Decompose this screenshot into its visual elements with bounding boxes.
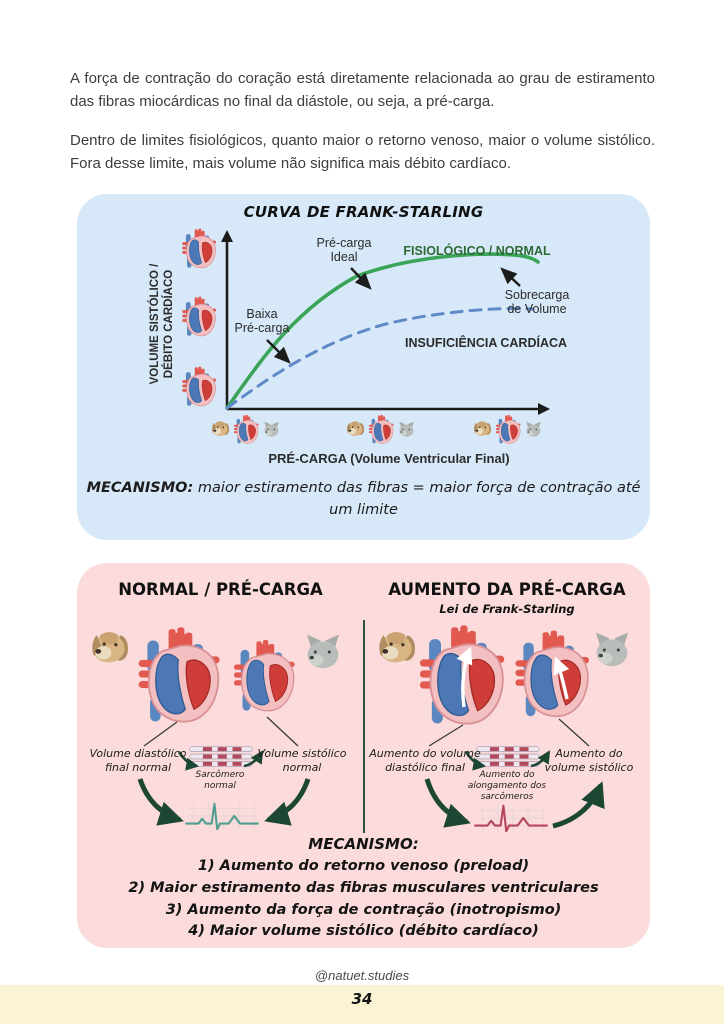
normal-preload-illustration (84, 619, 356, 837)
animal-group-small (212, 415, 279, 444)
mechanism-text: maior estiramento das fibras = maior força de contração até um limite (193, 480, 641, 519)
heart-increased-systole-icon (515, 631, 589, 717)
label-systolic-normal: Volume sistólico normal (257, 747, 347, 774)
mechanism-item-4: 4) Maior volume sistólico (débito cardíaco) (188, 923, 539, 940)
dog-icon (474, 421, 491, 435)
cat-icon (596, 633, 628, 667)
increased-preload-art (371, 619, 643, 837)
intro-paragraph-2: Dentro de limites fisiológicos, quanto maior o retorno venoso, maior o volume sistólico. Fora desse limite, mais volume não significa mais débito cardíaco. (70, 132, 655, 172)
cat-icon (399, 422, 414, 437)
label-sarcomere-increased: Aumento do alongamento dos sarcômeros (467, 770, 547, 802)
annotation-baixa-precarga (235, 307, 290, 362)
svg-text:Ideal: Ideal (330, 250, 358, 264)
annotation-sobrecarga (502, 269, 569, 316)
mechanism-item-2: 2) Maior estiramento das fibras musculares ventriculares (128, 879, 599, 896)
preload-mechanism (77, 835, 650, 943)
frank-starling-law-subtitle: Lei de Frank-Starling (439, 602, 575, 616)
normal-preload-title: NORMAL / PRÉ-CARGA (118, 580, 323, 599)
label-insuficiencia-cardiaca: INSUFICIÊNCIA CARDÍACA (405, 336, 568, 350)
svg-text:de Volume: de Volume (507, 302, 567, 316)
page-number: 34 (351, 990, 373, 1008)
normal-preload-art (84, 619, 356, 837)
label-fisiologico-normal: FISIOLÓGICO / NORMAL (403, 244, 551, 258)
cat-icon (264, 422, 279, 437)
svg-text:Baixa: Baixa (246, 307, 278, 321)
heart-icon (496, 415, 521, 444)
animal-group-large (474, 415, 541, 444)
preload-mechanism-title: MECANISMO: (308, 835, 419, 853)
cat-icon (526, 422, 541, 437)
increased-preload-title: AUMENTO DA PRÉ-CARGA (388, 580, 626, 599)
svg-text:Pré-carga: Pré-carga (316, 236, 372, 250)
frank-starling-chart (77, 216, 650, 468)
svg-text:Pré-carga: Pré-carga (234, 321, 290, 335)
column-divider (363, 620, 365, 833)
dog-icon (379, 632, 415, 662)
dog-icon (92, 632, 128, 662)
dog-icon (212, 421, 229, 435)
ecg-increased-icon (475, 805, 547, 831)
cat-icon (307, 635, 339, 669)
label-sarcomere-normal: Sarcômero normal (195, 770, 245, 791)
social-handle: @natuet.studies (314, 968, 410, 983)
ecg-normal-icon (186, 803, 258, 829)
heart-icon (369, 415, 394, 444)
dog-icon (347, 421, 364, 435)
frank-starling-panel (77, 194, 650, 540)
increased-preload-illustration (371, 619, 643, 837)
preload-panel (77, 563, 650, 948)
y-axis-label (148, 263, 175, 385)
mechanism-item-3: 3) Aumento da força de contração (inotropismo) (165, 901, 562, 918)
x-axis-label: PRÉ-CARGA (Volume Ventricular Final) (268, 451, 510, 466)
sarcomere-stretched-icon (477, 747, 539, 767)
sarcomere-icon (190, 747, 252, 767)
intro-paragraph-1: A força de contração do coração está diretamente relacionada ao grau de estiramento das fibras miocárdicas no final da diástole, ou seja, a pré-carga. (70, 70, 655, 110)
label-diastolic-increased: Aumento do volume diastólico final (369, 747, 481, 774)
heart-icon (182, 229, 216, 406)
frank-starling-mechanism (83, 477, 644, 522)
frank-starling-title: CURVA DE FRANK-STARLING (243, 203, 484, 221)
heart-diastole-icon (139, 627, 220, 721)
annotation-precarga-ideal (317, 236, 372, 288)
heart-icon (234, 415, 259, 444)
animal-group-medium (347, 415, 414, 444)
svg-text:Sobrecarga: Sobrecarga (504, 288, 570, 302)
label-systolic-increased: Aumento do volume sistólico (544, 747, 634, 774)
mechanism-item-1: 1) Aumento do retorno venoso (preload) (197, 858, 530, 874)
mechanism-label: MECANISMO: (86, 480, 194, 496)
label-diastolic-normal: Volume diastólico final normal (89, 747, 187, 774)
svg-text:VOLUME SISTÓLICO /: VOLUME SISTÓLICO / (149, 263, 161, 385)
svg-text:DÉBITO CARDÍACO: DÉBITO CARDÍACO (163, 269, 175, 379)
heart-systole-icon (234, 640, 295, 711)
